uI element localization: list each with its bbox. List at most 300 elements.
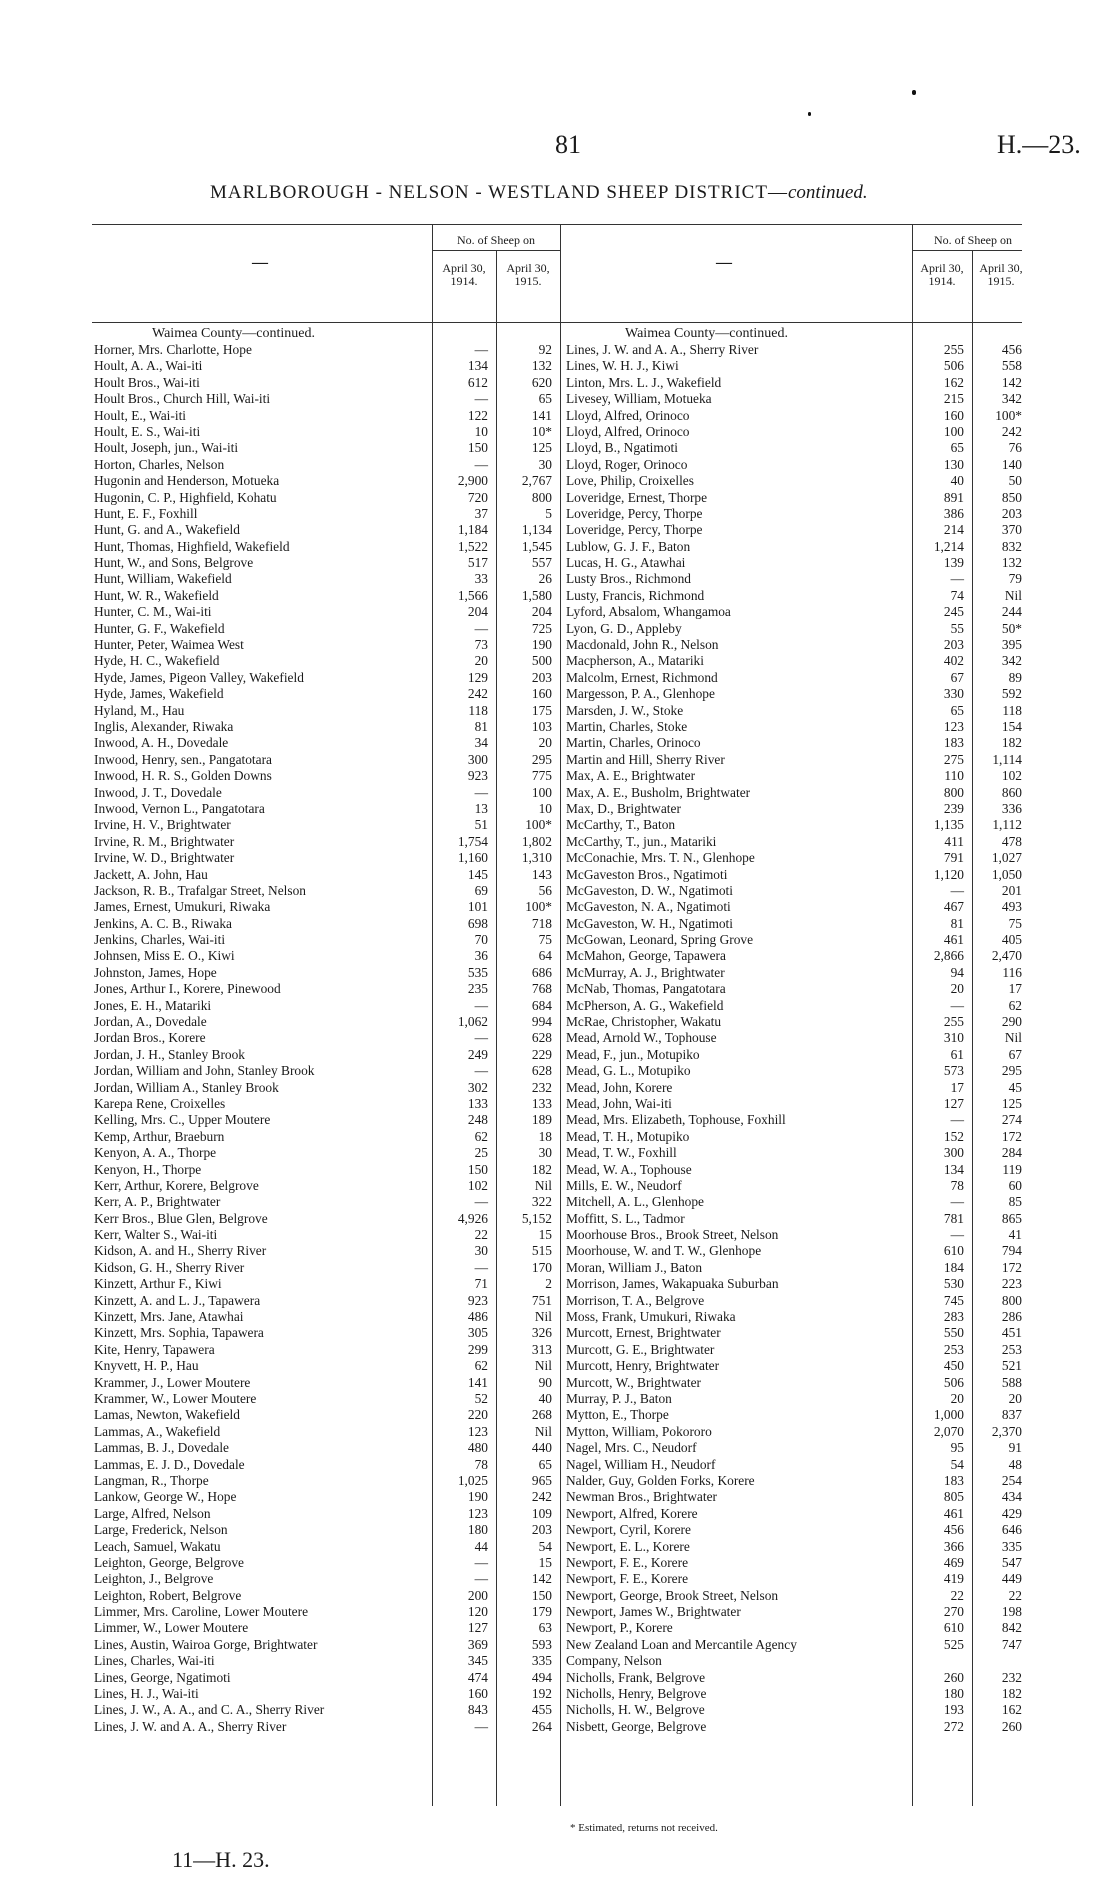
sheep-1915: 125 <box>1001 1095 1022 1111</box>
table-row <box>566 932 1024 948</box>
sheep-1914: 411 <box>944 833 964 849</box>
sheep-1914: 467 <box>943 899 964 915</box>
owner-name: Nalder, Guy, Golden Forks, Korere <box>566 1472 755 1488</box>
sheep-1915: Nil <box>1004 1030 1022 1046</box>
sheep-1915: 172 <box>1001 1259 1022 1275</box>
sheep-1914: 100 <box>943 423 964 439</box>
owner-name: Lloyd, Alfred, Orinoco <box>566 407 690 423</box>
table-row <box>94 555 558 571</box>
sheep-1915: 182 <box>1001 1686 1022 1702</box>
sheep-1914: 517 <box>467 555 488 571</box>
sheep-1915: 92 <box>538 342 552 357</box>
page-title <box>210 182 930 204</box>
section-heading-left: Waimea County—continued. <box>152 326 315 341</box>
table-row <box>566 1260 1024 1276</box>
owner-name: Jackett, A. John, Hau <box>94 866 208 882</box>
sheep-1914: 127 <box>467 1620 488 1636</box>
sheep-1915: 142 <box>531 1571 552 1587</box>
sheep-1914: 698 <box>467 915 488 931</box>
owner-name: Hoult, E. S., Wai-iti <box>94 423 201 439</box>
sheep-1915: 620 <box>531 374 552 390</box>
table-row <box>94 1112 558 1128</box>
table-top-rule <box>92 224 1022 225</box>
sheep-1915: 284 <box>1001 1145 1022 1161</box>
sheep-1915: 313 <box>531 1341 552 1357</box>
owner-name: Hoult, Joseph, jun., Wai-iti <box>94 440 239 456</box>
sheep-1915: 1,802 <box>521 833 552 849</box>
table-row <box>566 1309 1024 1325</box>
owner-name: Jenkins, Charles, Wai-iti <box>94 932 226 948</box>
table-row <box>566 1096 1024 1112</box>
owner-name: McGaveston Bros., Ngatimoti <box>566 866 728 882</box>
sheep-1914: 272 <box>943 1718 964 1734</box>
owner-name: Max, A. E., Brightwater <box>566 768 696 784</box>
sheep-1915: 500 <box>531 653 552 669</box>
table-row <box>94 1686 558 1702</box>
sheep-1915: 223 <box>1001 1276 1022 1292</box>
sheep-1914: 573 <box>943 1063 964 1079</box>
sheep-1914: 40 <box>950 473 964 489</box>
table-row <box>94 1391 558 1407</box>
sheep-1914: 51 <box>474 817 488 833</box>
owner-name: Lloyd, Alfred, Orinoco <box>566 423 690 439</box>
table-row <box>566 1440 1024 1456</box>
owner-name: Krammer, W., Lower Moutere <box>94 1391 257 1406</box>
sheep-1915: 592 <box>1001 686 1022 702</box>
sheep-1914: 450 <box>943 1358 964 1374</box>
owner-name: Hunt, Thomas, Highfield, Wakefield <box>94 538 290 554</box>
sheep-1914: 610 <box>943 1243 964 1259</box>
sheep-1914: 1,566 <box>457 587 488 603</box>
sheep-1914: 81 <box>950 915 964 931</box>
sheep-1914: — <box>950 1112 964 1128</box>
table-row <box>94 1293 558 1309</box>
sheep-1914: 923 <box>467 768 488 784</box>
table-row <box>566 1719 1024 1735</box>
owner-name: Irvine, W. D., Brightwater <box>94 850 235 866</box>
sheep-1915: 229 <box>531 1046 552 1062</box>
sheep-1915: 132 <box>1001 555 1022 571</box>
owner-name: McMurray, A. J., Brightwater <box>566 964 725 980</box>
sheep-1914: 923 <box>467 1292 488 1308</box>
sheep-1915: 264 <box>531 1718 552 1734</box>
sheep-1914: — <box>474 1718 488 1734</box>
table-row <box>94 785 558 801</box>
sheep-1915: 140 <box>1001 456 1022 472</box>
sheep-1914: 220 <box>467 1407 488 1423</box>
sheep-1914: — <box>474 1571 488 1587</box>
sheep-1914: 283 <box>943 1309 964 1325</box>
owner-name: Kinzett, Mrs. Jane, Atawhai <box>94 1309 244 1325</box>
document-reference: H.—23. <box>997 130 1081 159</box>
sheep-1915: 1,134 <box>521 522 552 538</box>
sheep-1915: 336 <box>1001 800 1022 816</box>
sheep-1914: 183 <box>943 735 964 751</box>
owner-name: Murray, P. J., Baton <box>566 1391 672 1406</box>
sheep-1915: 1,114 <box>992 751 1022 767</box>
sheep-1914: 1,062 <box>457 1014 488 1030</box>
page-header <box>0 130 1114 170</box>
table-row <box>566 621 1024 637</box>
sheep-1914: 139 <box>943 555 964 571</box>
owner-name: Linton, Mrs. L. J., Wakefield <box>566 374 722 390</box>
table-row <box>94 457 558 473</box>
table-row <box>566 1506 1024 1522</box>
table-row <box>566 1145 1024 1161</box>
sheep-1914: 255 <box>943 342 964 357</box>
owner-name: Mead, Mrs. Elizabeth, Tophouse, Foxhill <box>566 1112 786 1128</box>
table-row <box>94 1129 558 1145</box>
col-1915-right: April 30, 1915. <box>979 261 1023 288</box>
sheep-1915: Nil <box>534 1309 552 1325</box>
sheep-1915: 179 <box>531 1604 552 1620</box>
table-row <box>94 1440 558 1456</box>
col-1915-left: April 30, 1915. <box>506 261 550 288</box>
sheep-1915: 837 <box>1001 1407 1022 1423</box>
sheep-1914: 129 <box>467 669 488 685</box>
sheep-1915: 2,767 <box>521 473 552 489</box>
table-row <box>566 1620 1024 1636</box>
sheep-1915: 160 <box>531 686 552 702</box>
sheep-1914: 183 <box>943 1472 964 1488</box>
owner-name: Kite, Henry, Tapawera <box>94 1341 215 1357</box>
owner-name: Kerr, Walter S., Wai-iti <box>94 1227 218 1243</box>
sheep-1914: 535 <box>467 964 488 980</box>
table-row <box>94 981 558 997</box>
title-suffix: continued. <box>787 182 868 203</box>
sheep-1915: Nil <box>1004 587 1022 603</box>
table-row <box>566 948 1024 964</box>
table-row <box>94 686 558 702</box>
table-row <box>566 1489 1024 1505</box>
table-row <box>94 1276 558 1292</box>
owner-name: Leighton, George, Belgrove <box>94 1554 244 1570</box>
table-row <box>566 408 1024 424</box>
table-row <box>94 1325 558 1341</box>
owner-name: Marsden, J. W., Stoke <box>566 702 684 718</box>
sheep-1915: 800 <box>1001 1292 1022 1308</box>
owner-name: Mead, John, Wai-iti <box>566 1095 672 1111</box>
table-row <box>566 653 1024 669</box>
owner-name: Lucas, H. G., Atawhai <box>566 555 686 571</box>
owner-name: Loveridge, Ernest, Thorpe <box>566 489 708 505</box>
sheep-1915: 102 <box>1001 768 1022 784</box>
sheep-1915: 405 <box>1001 932 1022 948</box>
sheep-1915: 395 <box>1001 637 1022 653</box>
sheep-1915: 232 <box>1001 1669 1022 1685</box>
sheep-1914: 203 <box>943 637 964 653</box>
owner-name: Hyde, James, Pigeon Valley, Wakefield <box>94 669 304 685</box>
owner-name: Mead, T. H., Motupiko <box>566 1128 690 1144</box>
owner-name: McGowan, Leonard, Spring Grove <box>566 932 754 948</box>
sheep-1914: 94 <box>950 964 964 980</box>
sheep-1914: 366 <box>943 1538 964 1554</box>
sheep-1915: 50 <box>1008 473 1022 489</box>
sheep-1915: 89 <box>1008 669 1022 685</box>
table-row <box>94 1604 558 1620</box>
sheep-1914: 74 <box>950 587 964 603</box>
name-header-left: — <box>252 254 268 271</box>
owner-name: Morrison, James, Wakapuaka Suburban <box>566 1276 779 1292</box>
sheep-1914: 791 <box>943 850 964 866</box>
sheep-1914: 214 <box>943 522 964 538</box>
owner-name: Mead, G. L., Motupiko <box>566 1063 691 1079</box>
table-row <box>94 1506 558 1522</box>
sheep-1914: 34 <box>474 735 488 751</box>
sheep-1915: 775 <box>531 768 552 784</box>
sheep-1915: 65 <box>538 1456 552 1472</box>
sheep-1914: 610 <box>943 1620 964 1636</box>
owner-name: Company, Nelson <box>566 1653 662 1669</box>
owner-name: McPherson, A. G., Wakefield <box>566 997 724 1013</box>
sheep-1914: 1,135 <box>933 817 964 833</box>
print-speck <box>808 112 811 116</box>
table-row <box>566 522 1024 538</box>
table-row <box>94 916 558 932</box>
owner-name: Martin, Charles, Stoke <box>566 718 688 734</box>
owner-name: McRae, Christopher, Wakatu <box>566 1014 722 1030</box>
owner-name: Hoult, A. A., Wai-iti <box>94 358 203 374</box>
sheep-1915: 116 <box>1002 964 1022 980</box>
table-row <box>566 670 1024 686</box>
table-row <box>94 1047 558 1063</box>
sheep-1915: 18 <box>538 1128 552 1144</box>
table-row <box>566 539 1024 555</box>
page-number: 81 <box>555 130 581 159</box>
owner-name: Inglis, Alexander, Riwaka <box>94 718 234 734</box>
sheep-1914: 456 <box>943 1522 964 1538</box>
owner-name: Nisbett, George, Belgrove <box>566 1718 707 1734</box>
sheep-1915: 725 <box>531 620 552 636</box>
owner-name: Kinzett, Arthur F., Kiwi <box>94 1276 222 1292</box>
sheep-1915: 60 <box>1008 1177 1022 1193</box>
sheep-1914: 37 <box>474 505 488 521</box>
owner-name: Jordan, J. H., Stanley Brook <box>94 1046 246 1062</box>
owner-name: Lines, George, Ngatimoti <box>94 1669 231 1685</box>
sheep-1914: 248 <box>467 1112 488 1128</box>
owner-name: Lyford, Absalom, Whangamoa <box>566 604 731 620</box>
owner-name: Jordan Bros., Korere <box>94 1030 206 1046</box>
table-row <box>94 1162 558 1178</box>
sheep-1915: 2,370 <box>991 1423 1022 1439</box>
sheep-1915: 5,152 <box>521 1210 552 1226</box>
sheep-1914: 127 <box>943 1095 964 1111</box>
sheep-1914: 71 <box>474 1276 488 1292</box>
table-row <box>94 1227 558 1243</box>
sheep-1915: 203 <box>531 669 552 685</box>
sheep-1915: 547 <box>1001 1554 1022 1570</box>
sheep-1915: 75 <box>1008 915 1022 931</box>
owner-name: Large, Alfred, Nelson <box>94 1505 211 1521</box>
table-row <box>94 883 558 899</box>
sheep-1915: 100* <box>995 407 1022 423</box>
sheep-1915: 295 <box>1001 1063 1022 1079</box>
owner-name: Hugonin, C. P., Highfield, Kohatu <box>94 489 277 505</box>
sheep-1914: 95 <box>950 1440 964 1456</box>
sheep-1915: 65 <box>538 391 552 407</box>
sheep-1915: 170 <box>531 1259 552 1275</box>
sheep-1914: 20 <box>474 653 488 669</box>
sheep-1915: 842 <box>1001 1620 1022 1636</box>
table-row <box>94 1424 558 1440</box>
sheep-1915: 26 <box>538 571 552 587</box>
sheep-1914: 62 <box>474 1358 488 1374</box>
table-row <box>94 358 558 374</box>
sheep-1914: 61 <box>950 1046 964 1062</box>
owner-name: Inwood, A. H., Dovedale <box>94 735 229 751</box>
owner-name: Lammas, E. J. D., Dovedale <box>94 1456 245 1472</box>
sheep-1914: 469 <box>943 1554 964 1570</box>
sheep-1914: 275 <box>943 751 964 767</box>
table-row <box>566 752 1024 768</box>
owner-name: Morrison, T. A., Belgrove <box>566 1292 705 1308</box>
sheep-1915: 434 <box>1001 1489 1022 1505</box>
sheep-1914: 122 <box>467 407 488 423</box>
sheep-1914: 200 <box>467 1587 488 1603</box>
table-row <box>94 1243 558 1259</box>
owner-name: Limmer, Mrs. Caroline, Lower Moutere <box>94 1604 309 1620</box>
sheep-1914: 120 <box>467 1604 488 1620</box>
sheep-1914: 1,025 <box>457 1472 488 1488</box>
table-row <box>94 1309 558 1325</box>
table-row <box>94 637 558 653</box>
sheep-1915: 335 <box>1001 1538 1022 1554</box>
owner-name: Lines, W. H. J., Kiwi <box>566 358 679 374</box>
sheep-1915: 76 <box>1008 440 1022 456</box>
sheep-1915: 143 <box>531 866 552 882</box>
sheep-1914: 249 <box>467 1046 488 1062</box>
table-row <box>94 1555 558 1571</box>
column-rule <box>560 224 561 1806</box>
owner-name: Lines, Austin, Wairoa Gorge, Brightwater <box>94 1636 318 1652</box>
owner-name: Mead, John, Korere <box>566 1079 673 1095</box>
table-row <box>566 817 1024 833</box>
owner-name: Jackson, R. B., Trafalgar Street, Nelson <box>94 882 306 898</box>
sheep-1914: 152 <box>943 1128 964 1144</box>
sheep-1915: 48 <box>1008 1456 1022 1472</box>
sheep-1915: 260 <box>1001 1718 1022 1734</box>
table-row <box>94 1539 558 1555</box>
table-row <box>566 735 1024 751</box>
table-row <box>566 1604 1024 1620</box>
table-row <box>566 588 1024 604</box>
owner-name: Lines, Charles, Wai-iti <box>94 1653 215 1669</box>
sheep-1915: 242 <box>531 1489 552 1505</box>
table-row <box>94 1375 558 1391</box>
table-row <box>566 1375 1024 1391</box>
sheep-1914: — <box>474 620 488 636</box>
table-row <box>94 1620 558 1636</box>
owner-name: Jordan, William and John, Stanley Brook <box>94 1063 315 1079</box>
sheep-1914: 150 <box>467 440 488 456</box>
sheep-1915: 326 <box>531 1325 552 1341</box>
sheep-1915: Nil <box>534 1423 552 1439</box>
owner-name: Jones, Arthur I., Korere, Pinewood <box>94 981 281 997</box>
table-row <box>94 424 558 440</box>
sheep-1914: 44 <box>474 1538 488 1554</box>
sheep-1915: 100 <box>531 784 552 800</box>
owner-name: Mytton, William, Pokororo <box>566 1423 712 1439</box>
sheep-1915: 342 <box>1001 653 1022 669</box>
sheep-1915: Nil <box>534 1177 552 1193</box>
sheep-1914: 184 <box>943 1259 964 1275</box>
sheep-1914: 130 <box>943 456 964 472</box>
sheep-1915: 15 <box>538 1227 552 1243</box>
sheep-1915: 62 <box>1008 997 1022 1013</box>
owner-name: Mead, F., jun., Motupiko <box>566 1046 700 1062</box>
sheep-1915: 64 <box>538 948 552 964</box>
table-row <box>94 539 558 555</box>
right-column-rows <box>566 342 1024 1735</box>
table-row <box>94 604 558 620</box>
sheep-1914: 299 <box>467 1341 488 1357</box>
sheep-1915: 451 <box>1001 1325 1022 1341</box>
sheep-1915: 1,027 <box>991 850 1022 866</box>
sheep-1915: 494 <box>531 1669 552 1685</box>
owner-name: Leighton, Robert, Belgrove <box>94 1587 242 1603</box>
sheep-1914: 302 <box>467 1079 488 1095</box>
owner-name: Moorhouse, W. and T. W., Glenhope <box>566 1243 762 1259</box>
owner-name: Nicholls, H. W., Belgrove <box>566 1702 705 1718</box>
sheep-1914: 134 <box>467 358 488 374</box>
sheep-1915: 141 <box>531 407 552 423</box>
table-row <box>94 1178 558 1194</box>
sheep-1915: 103 <box>531 718 552 734</box>
owner-name: Hugonin and Henderson, Motueka <box>94 473 280 489</box>
sheep-1914: — <box>474 997 488 1013</box>
table-row <box>566 1358 1024 1374</box>
table-row <box>94 1342 558 1358</box>
sheep-1914: 506 <box>943 1374 964 1390</box>
sheep-1914: 13 <box>474 800 488 816</box>
table-row <box>566 1670 1024 1686</box>
sheep-1914: 65 <box>950 702 964 718</box>
sheep-1915: 1,310 <box>521 850 552 866</box>
owner-name: Kinzett, A. and L. J., Tapawera <box>94 1292 261 1308</box>
owner-name: Martin, Charles, Orinoco <box>566 735 701 751</box>
sheep-1915: 322 <box>531 1194 552 1210</box>
table-row <box>94 1571 558 1587</box>
table-row <box>94 1473 558 1489</box>
owner-name: Newport, James W., Brightwater <box>566 1604 741 1620</box>
table-row <box>94 948 558 964</box>
sheep-1915: 1,545 <box>521 538 552 554</box>
sheep-1914: 25 <box>474 1145 488 1161</box>
table-row <box>566 637 1024 653</box>
table-row <box>94 1522 558 1538</box>
owner-name: Newport, Alfred, Korere <box>566 1505 698 1521</box>
table-row <box>566 440 1024 456</box>
sheep-1915: 203 <box>1001 505 1022 521</box>
table-row <box>566 1129 1024 1145</box>
table-row <box>94 998 558 1014</box>
sheep-1914: 160 <box>467 1686 488 1702</box>
sheep-1914: 345 <box>467 1653 488 1669</box>
sheep-1914: 70 <box>474 932 488 948</box>
sheep-1915: 751 <box>531 1292 552 1308</box>
table-row <box>566 1342 1024 1358</box>
table-row <box>94 1670 558 1686</box>
sheep-1915: 41 <box>1008 1227 1022 1243</box>
table-row <box>94 1702 558 1718</box>
sheep-1914: 22 <box>474 1227 488 1243</box>
table-row <box>94 867 558 883</box>
sheep-1915: 768 <box>531 981 552 997</box>
owner-name: Kerr Bros., Blue Glen, Belgrove <box>94 1210 268 1226</box>
sheep-1914: 386 <box>943 505 964 521</box>
sheep-1915: 56 <box>538 882 552 898</box>
table-row <box>566 490 1024 506</box>
